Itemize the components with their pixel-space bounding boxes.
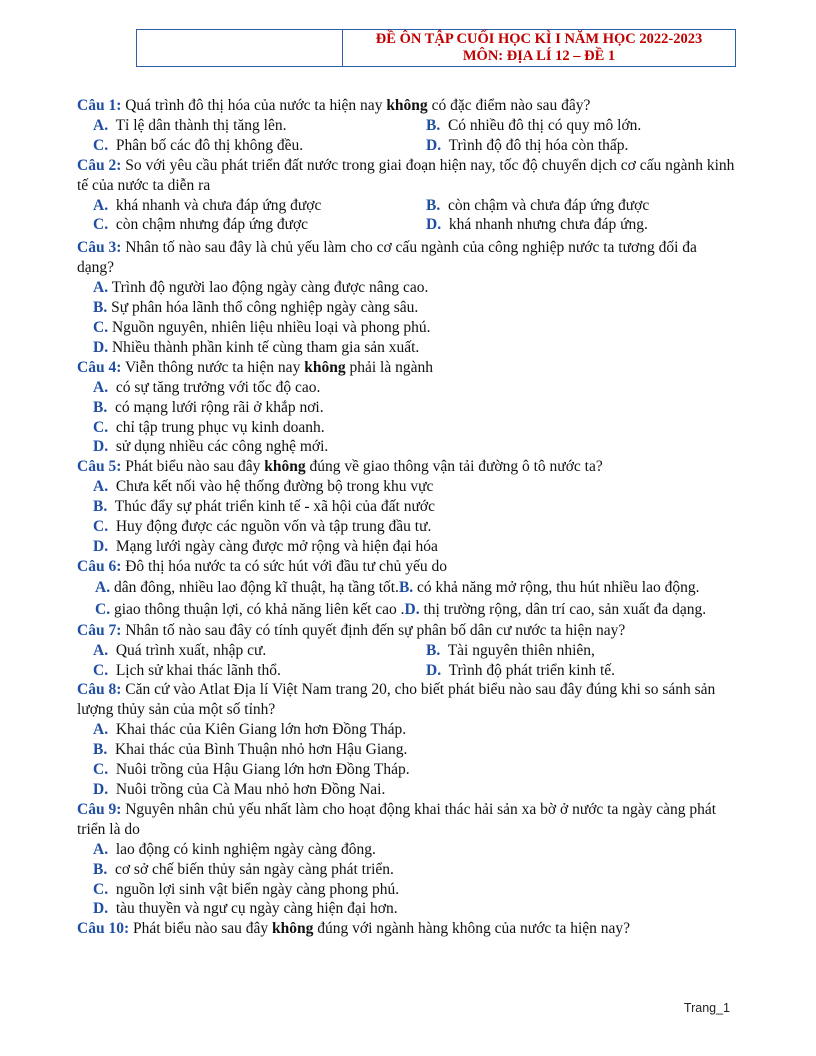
header-left-cell (137, 30, 343, 66)
question-2-options (77, 196, 737, 236)
option-a: A. khá nhanh và chưa đáp ứng được (93, 196, 322, 214)
option-b: B. Có nhiều đô thị có quy mô lớn. (426, 116, 642, 134)
option-a: A. Quá trình xuất, nhập cư. (93, 641, 267, 659)
option-c: C. còn chậm nhưng đáp ứng được (93, 216, 309, 234)
question-4: Câu 4: Viễn thông nước ta hiện nay không phải là ngành (77, 358, 433, 376)
exam-subject: MÔN: ĐỊA LÍ 12 – ĐỀ 1 (462, 48, 616, 64)
question-3-options (77, 278, 737, 358)
question-3: Câu 3: Nhân tố nào sau đây là chủ yếu làm cho cơ cấu ngành của công nghiệp nước ta tương đối đa dạng? (77, 239, 697, 277)
exam-title: ĐỀ ÔN TẬP CUỐI HỌC KÌ I NĂM HỌC 2022-2023 (375, 31, 703, 47)
option-a: A. Chưa kết nối vào hệ thống đường bộ trong khu vực (93, 478, 434, 496)
option-b: B. Thúc đẩy sự phát triển kinh tế - xã hội của đất nước (93, 498, 435, 516)
option-d: D. khá nhanh nhưng chưa đáp ứng. (426, 216, 648, 234)
option-b: B. Tài nguyên thiên nhiên, (426, 641, 595, 659)
option-c: C. Lịch sử khai thác lãnh thổ. (93, 661, 281, 679)
option-c: C. Huy động được các nguồn vốn và tập trung đầu tư. (93, 518, 432, 536)
option-c: C. Nuôi trồng của Hậu Giang lớn hơn Đồng Tháp. (93, 761, 410, 779)
question-2: Câu 2: So với yêu cầu phát triển đất nước trong giai đoạn hiện nay, tốc độ chuyển dịch cơ cấu ngành kinh tế của nước ta diễn ra (77, 156, 735, 194)
option-c: C. nguồn lợi sinh vật biển ngày càng phong phú. (93, 880, 400, 898)
question-7-options (77, 641, 737, 681)
option-d: D. Nuôi trồng của Cà Mau nhỏ hơn Đồng Nai. (93, 781, 386, 798)
question-8-options (77, 720, 737, 800)
question-5-options (77, 477, 737, 557)
question-5: Câu 5: Phát biểu nào sau đây không đúng về giao thông vận tải đường ô tô nước ta? (77, 458, 603, 476)
question-9-options (77, 840, 737, 920)
question-8: Câu 8: Căn cứ vào Atlat Địa lí Việt Nam trang 20, cho biết phát biểu nào sau đây đúng khi so sánh sản lượng thủy sản của một số tỉnh? (77, 681, 716, 719)
option-b: B. có mạng lưới rộng rãi ở khắp nơi. (93, 398, 324, 416)
header-right-cell (343, 30, 735, 66)
option-a: A. có sự tăng trưởng với tốc độ cao. (93, 378, 321, 396)
option-b: B. Khai thác của Bình Thuận nhỏ hơn Hậu Giang. (93, 741, 408, 759)
question-6-options-ab: A. dân đông, nhiều lao động kĩ thuật, hạ tầng tốt.B. có khả năng mở rộng, thu hút nhiều lao động. (95, 578, 700, 596)
option-a: A. Tỉ lệ dân thành thị tăng lên. (93, 116, 287, 134)
option-d: D. Mạng lưới ngày càng được mở rộng và hiện đại hóa (93, 537, 438, 555)
question-4-options (77, 378, 737, 458)
question-6: Câu 6: Đô thị hóa nước ta có sức hút với đầu tư chủ yếu do (77, 557, 448, 575)
option-c: C. Phân bố các đô thị không đều. (93, 136, 304, 154)
option-d: D. Trình độ phát triển kinh tế. (426, 661, 616, 679)
question-10: Câu 10: Phát biểu nào sau đây không đúng với ngành hàng không của nước ta hiện nay? (77, 920, 631, 938)
option-a: A. lao động có kinh nghiệm ngày càng đông. (93, 840, 376, 858)
option-c: C. Nguồn nguyên, nhiên liệu nhiều loại và phong phú. (93, 318, 431, 336)
option-b: B. Sự phân hóa lãnh thổ công nghiệp ngày càng sâu. (93, 299, 419, 317)
option-d: D. tàu thuyền và ngư cụ ngày càng hiện đại hơn. (93, 900, 398, 918)
exam-header-box (136, 29, 736, 67)
question-7: Câu 7: Nhân tố nào sau đây có tính quyết định đến sự phân bố dân cư nước ta hiện nay? (77, 621, 626, 639)
option-d: D. Trình độ đô thị hóa còn thấp. (426, 136, 629, 154)
exam-content (77, 96, 737, 939)
option-b: B. cơ sở chế biến thủy sản ngày càng phát triển. (93, 860, 394, 878)
option-d: D. Nhiều thành phần kinh tế cùng tham gia sản xuất. (93, 338, 420, 356)
option-b: B. còn chậm và chưa đáp ứng được (426, 196, 650, 214)
question-1-options (77, 116, 737, 156)
option-c: C. chỉ tập trung phục vụ kinh doanh. (93, 418, 325, 436)
question-1: Câu 1: Quá trình đô thị hóa của nước ta hiện nay không có đặc điểm nào sau đây? (77, 97, 591, 114)
option-a: A. Trình độ người lao động ngày càng được nâng cao. (93, 279, 429, 297)
option-d: D. sử dụng nhiều các công nghệ mới. (93, 438, 329, 456)
question-9: Câu 9: Nguyên nhân chủ yếu nhất làm cho hoạt động khai thác hải sản xa bờ ở nước ta ngày càng phát triển là do (77, 800, 717, 838)
question-6-options-cd: C. giao thông thuận lợi, có khả năng liên kết cao .D. thị trường rộng, dân trí cao, sản xuất đa dạng. (95, 600, 707, 618)
page-number: Trang_1 (683, 1001, 730, 1015)
option-a: A. Khai thác của Kiên Giang lớn hơn Đồng Tháp. (93, 721, 407, 739)
